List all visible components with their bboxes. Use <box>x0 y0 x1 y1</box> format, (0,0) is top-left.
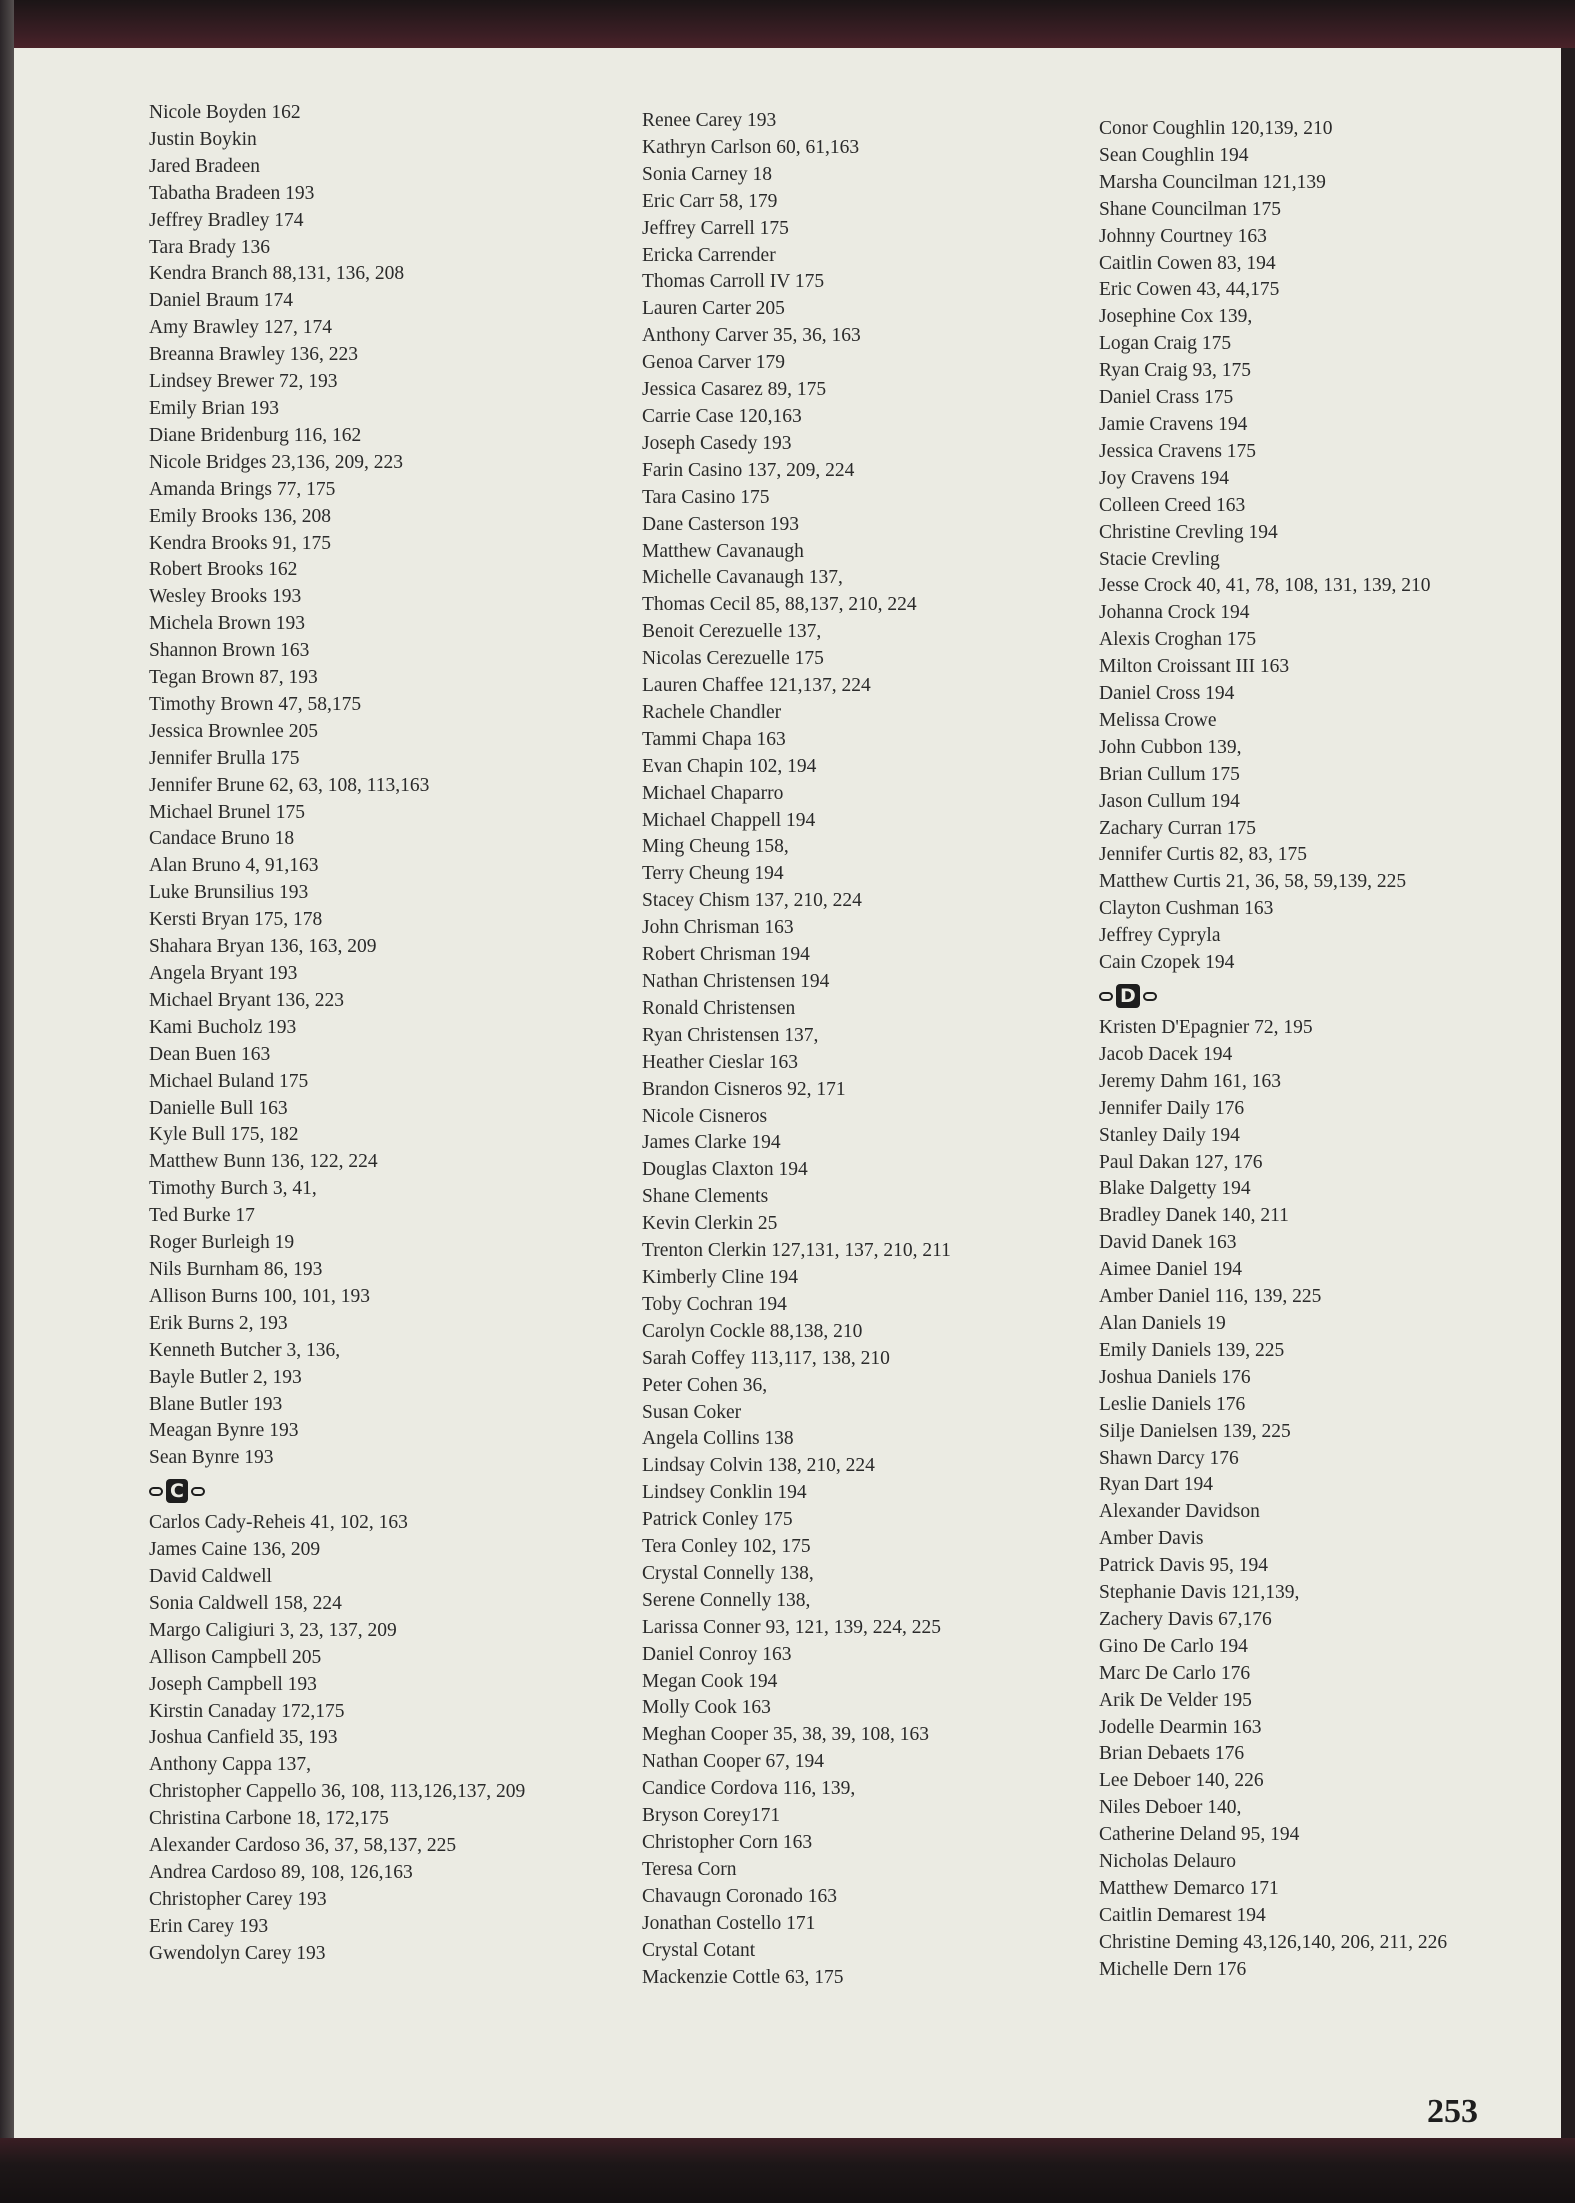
index-entry: Kersti Bryan 175, 178 <box>149 909 323 931</box>
index-entry: Trenton Clerkin 127,131, 137, 210, 211 <box>642 1240 951 1262</box>
index-entry: Chavaugn Coronado 163 <box>642 1885 837 1907</box>
index-entry: Erin Carey 193 <box>149 1915 269 1937</box>
index-entry: Jared Bradeen <box>149 155 260 177</box>
index-entry: Jessica Brownlee 205 <box>149 720 318 742</box>
index-entry: Angela Bryant 193 <box>149 963 298 984</box>
index-entry: Caitlin Cowen 83, 194 <box>1099 252 1276 274</box>
index-entry: Jessica Casarez 89, 175 <box>642 379 827 401</box>
index-entry: Alan Bruno 4, 91,163 <box>149 855 319 877</box>
index-entry: Shawn Darcy 176 <box>1099 1447 1239 1469</box>
index-entry: Toby Cochran 194 <box>642 1293 787 1315</box>
index-entry: Stacey Chism 137, 210, 224 <box>642 890 862 912</box>
index-entry: Matthew Curtis 21, 36, 58, 59,139, 225 <box>1099 871 1407 893</box>
index-entry: Michelle Dern 176 <box>1099 1958 1247 1980</box>
index-entry: Kenneth Butcher 3, 136, <box>149 1339 341 1361</box>
index-entry: Logan Craig 175 <box>1099 333 1232 355</box>
index-entry: Candice Cordova 116, 139, <box>642 1778 856 1800</box>
ornament-right-icon <box>1143 992 1157 1001</box>
index-entry: Josephine Cox 139, <box>1099 306 1253 328</box>
index-entry: Nils Burnham 86, 193 <box>149 1258 323 1280</box>
index-entry: Carolyn Cockle 88,138, 210 <box>642 1320 863 1342</box>
index-entry: Timothy Brown 47, 58,175 <box>149 693 362 715</box>
index-entry: Gino De Carlo 194 <box>1099 1635 1248 1657</box>
index-entry: Renee Carey 193 <box>642 110 777 131</box>
index-entry: Serene Connelly 138, <box>642 1589 811 1611</box>
index-entry: Evan Chapin 102, 194 <box>642 755 817 777</box>
index-entry: Thomas Cecil 85, 88,137, 210, 224 <box>642 594 917 616</box>
index-entry: Tara Brady 136 <box>149 236 271 258</box>
index-entry: Anthony Cappa 137, <box>149 1754 311 1776</box>
index-entry: Lindsey Conklin 194 <box>642 1482 807 1504</box>
index-entry: Daniel Cross 194 <box>1099 683 1235 705</box>
index-entry: Lindsay Colvin 138, 210, 224 <box>642 1455 875 1477</box>
index-entry: Genoa Carver 179 <box>642 352 785 374</box>
index-entry: Jeffrey Bradley 174 <box>149 209 304 231</box>
index-entry: James Clarke 194 <box>642 1132 781 1154</box>
index-entry: Jodelle Dearmin 163 <box>1099 1716 1262 1738</box>
ornament-left-icon <box>1099 992 1113 1001</box>
page-number: 253 <box>1427 2093 1478 2130</box>
index-entry: Jason Cullum 194 <box>1099 790 1240 812</box>
index-entry: Brandon Cisneros 92, 171 <box>642 1078 846 1100</box>
section-letter: C <box>166 1479 188 1503</box>
index-entry: Nicole Cisneros <box>642 1105 768 1127</box>
index-entry: Brian Debaets 176 <box>1099 1743 1245 1765</box>
index-entry: Carlos Cady-Reheis 41, 102, 163 <box>149 1512 408 1534</box>
index-entry: Sean Coughlin 194 <box>1099 144 1249 166</box>
scan-border-top <box>0 0 1575 48</box>
index-entry: Allison Burns 100, 101, 193 <box>149 1285 371 1307</box>
index-entry: John Chrisman 163 <box>642 917 794 939</box>
index-entry: Matthew Cavanaugh <box>642 540 804 562</box>
index-entry: Heather Cieslar 163 <box>642 1051 798 1073</box>
index-entry: Lauren Chaffee 121,137, 224 <box>642 675 871 697</box>
index-entry: Jennifer Daily 176 <box>1099 1097 1245 1119</box>
index-entry: Nicolas Cerezuelle 175 <box>642 648 824 670</box>
index-entry: Caitlin Demarest 194 <box>1099 1904 1266 1926</box>
index-entry: Michael Chappell 194 <box>642 809 816 831</box>
index-entry: Ronald Christensen <box>642 997 796 1019</box>
index-entry: Michelle Cavanaugh 137, <box>642 567 843 589</box>
index-entry: Lauren Carter 205 <box>642 298 785 320</box>
index-entry: Kimberly Cline 194 <box>642 1266 798 1288</box>
index-entry: Jeremy Dahm 161, 163 <box>1099 1070 1281 1092</box>
index-entry: Justin Boykin <box>149 128 257 150</box>
index-entry: Marsha Councilman 121,139 <box>1099 171 1326 193</box>
index-entry: Diane Bridenburg 116, 162 <box>149 424 362 446</box>
index-entry: Kristen D'Epagnier 72, 195 <box>1099 1017 1313 1038</box>
index-entry: Tabatha Bradeen 193 <box>149 182 315 204</box>
index-entry: Meghan Cooper 35, 38, 39, 108, 163 <box>642 1724 930 1746</box>
index-entry: Tegan Brown 87, 193 <box>149 667 318 689</box>
index-entry: Milton Croissant III 163 <box>1099 656 1290 678</box>
index-entry: Brian Cullum 175 <box>1099 763 1240 785</box>
index-entry: Leslie Daniels 176 <box>1099 1393 1246 1415</box>
ornament-right-icon <box>191 1487 205 1496</box>
index-entry: Carrie Case 120,163 <box>642 405 802 427</box>
index-entry: Amber Daniel 116, 139, 225 <box>1099 1286 1322 1308</box>
index-entry: Christopher Cappello 36, 108, 113,126,137, 209 <box>149 1781 526 1803</box>
index-entry: Ted Burke 17 <box>149 1205 255 1227</box>
index-entry: Eric Cowen 43, 44,175 <box>1099 279 1280 301</box>
index-entry: Conor Coughlin 120,139, 210 <box>1099 118 1333 139</box>
index-column-2 <box>642 108 951 1991</box>
index-entry: Tera Conley 102, 175 <box>642 1536 811 1558</box>
index-entry: Kirstin Canaday 172,175 <box>149 1700 345 1722</box>
index-entry: Kyle Bull 175, 182 <box>149 1124 299 1146</box>
index-entry: Alexander Cardoso 36, 37, 58,137, 225 <box>149 1835 457 1857</box>
index-entry: Alexander Davidson <box>1099 1501 1260 1523</box>
index-entry: Jessica Cravens 175 <box>1099 440 1257 462</box>
index-entry: Lindsey Brewer 72, 193 <box>149 371 338 393</box>
index-entry: Joseph Casedy 193 <box>642 432 792 454</box>
index-entry: Sonia Caldwell 158, 224 <box>149 1592 342 1614</box>
index-entry: Blake Dalgetty 194 <box>1099 1178 1251 1200</box>
index-entry: Ryan Dart 194 <box>1099 1474 1214 1496</box>
index-entry: Christine Deming 43,126,140, 206, 211, 226 <box>1099 1931 1448 1953</box>
index-entry: Joy Cravens 194 <box>1099 467 1229 489</box>
section-letter-divider <box>149 1472 525 1510</box>
index-entry: Dean Buen 163 <box>149 1043 271 1065</box>
index-entry: Nicholas Delauro <box>1099 1851 1236 1873</box>
index-entry: Shane Councilman 175 <box>1099 198 1281 220</box>
index-entry: Michela Brown 193 <box>149 613 305 635</box>
index-entry: Silje Danielsen 139, 225 <box>1099 1420 1291 1442</box>
index-entry: Daniel Braum 174 <box>149 290 294 312</box>
index-entry: Shahara Bryan 136, 163, 209 <box>149 936 377 958</box>
index-entry: Christopher Corn 163 <box>642 1832 813 1853</box>
index-entry: Sonia Carney 18 <box>642 163 772 185</box>
index-entry: Jennifer Curtis 82, 83, 175 <box>1099 844 1307 866</box>
index-entry: Alexis Croghan 175 <box>1099 629 1257 651</box>
index-entry: Kendra Branch 88,131, 136, 208 <box>149 263 405 285</box>
index-entry: Alan Daniels 19 <box>1099 1312 1226 1334</box>
index-entry: Candace Bruno 18 <box>149 828 295 850</box>
index-entry: Stanley Daily 194 <box>1099 1124 1240 1146</box>
index-entry: Patrick Davis 95, 194 <box>1099 1555 1268 1577</box>
index-entry: Margo Caligiuri 3, 23, 137, 209 <box>149 1619 397 1641</box>
index-entry: Joseph Campbell 193 <box>149 1673 317 1695</box>
index-entry: David Danek 163 <box>1099 1232 1237 1254</box>
index-entry: Christopher Carey 193 <box>149 1888 327 1910</box>
index-entry: Farin Casino 137, 209, 224 <box>642 459 855 481</box>
index-entry: Jamie Cravens 194 <box>1099 413 1248 435</box>
index-entry: Peter Cohen 36, <box>642 1374 768 1396</box>
index-entry: Nicole Bridges 23,136, 209, 223 <box>149 451 404 473</box>
index-entry: Bayle Butler 2, 193 <box>149 1366 302 1388</box>
index-entry: Douglas Claxton 194 <box>642 1159 808 1181</box>
index-entry: Ryan Christensen 137, <box>642 1024 819 1046</box>
index-entry: Stephanie Davis 121,139, <box>1099 1582 1300 1604</box>
index-entry: Jeffrey Carrell 175 <box>642 217 789 239</box>
ornament-left-icon <box>149 1487 163 1496</box>
index-entry: Susan Coker <box>642 1401 742 1423</box>
index-entry: Megan Cook 194 <box>642 1670 778 1692</box>
index-entry: John Cubbon 139, <box>1099 736 1242 758</box>
index-entry: Molly Cook 163 <box>642 1697 771 1719</box>
index-entry: Benoit Cerezuelle 137, <box>642 621 822 643</box>
index-entry: Paul Dakan 127, 176 <box>1099 1151 1263 1173</box>
index-entry: Ming Cheung 158, <box>642 836 789 858</box>
index-entry: Matthew Bunn 136, 122, 224 <box>149 1151 378 1173</box>
index-entry: Marc De Carlo 176 <box>1099 1662 1251 1684</box>
section-letter: D <box>1116 984 1140 1008</box>
index-entry: Anthony Carver 35, 36, 163 <box>642 325 861 347</box>
index-entry: Niles Deboer 140, <box>1099 1797 1242 1819</box>
index-entry: Jennifer Brune 62, 63, 108, 113,163 <box>149 774 430 796</box>
index-entry: Dane Casterson 193 <box>642 513 800 535</box>
index-entry: Kendra Brooks 91, 175 <box>149 532 331 554</box>
index-entry: Ryan Craig 93, 175 <box>1099 360 1251 382</box>
index-entry: Jacob Dacek 194 <box>1099 1043 1233 1065</box>
index-entry: Michael Chaparro <box>642 782 784 804</box>
index-entry: Jonathan Costello 171 <box>642 1912 816 1934</box>
index-entry: Timothy Burch 3, 41, <box>149 1178 317 1200</box>
index-entry: Erik Burns 2, 193 <box>149 1312 288 1334</box>
index-entry: Matthew Demarco 171 <box>1099 1878 1279 1899</box>
index-entry: Tammi Chapa 163 <box>642 728 786 750</box>
index-entry: Joshua Canfield 35, 193 <box>149 1727 338 1749</box>
index-entry: Nathan Christensen 194 <box>642 971 830 992</box>
index-entry: Sarah Coffey 113,117, 138, 210 <box>642 1347 890 1369</box>
index-entry: Robert Brooks 162 <box>149 559 298 581</box>
index-entry: Robert Chrisman 194 <box>642 944 810 966</box>
index-entry: Jennifer Brulla 175 <box>149 747 300 769</box>
index-entry: Larissa Conner 93, 121, 139, 224, 225 <box>642 1616 941 1638</box>
index-entry: Bradley Danek 140, 211 <box>1099 1205 1289 1227</box>
section-letter-divider <box>1099 977 1447 1015</box>
index-entry: Aimee Daniel 194 <box>1099 1259 1242 1281</box>
index-column-1 <box>149 100 525 1968</box>
index-entry: Roger Burleigh 19 <box>149 1232 295 1254</box>
index-entry: Allison Campbell 205 <box>149 1646 322 1668</box>
index-entry: Stacie Crevling <box>1099 548 1220 570</box>
index-entry: Luke Brunsilius 193 <box>149 882 309 904</box>
index-entry: Amanda Brings 77, 175 <box>149 478 336 500</box>
index-entry: Sean Bynre 193 <box>149 1447 274 1469</box>
index-entry: Kevin Clerkin 25 <box>642 1213 778 1235</box>
index-entry: Jesse Crock 40, 41, 78, 108, 131, 139, 210 <box>1099 575 1431 597</box>
index-entry: Eric Carr 58, 179 <box>642 190 778 212</box>
index-entry: Thomas Carroll IV 175 <box>642 271 825 293</box>
index-entry: Crystal Connelly 138, <box>642 1562 814 1584</box>
index-entry: Lee Deboer 140, 226 <box>1099 1770 1264 1792</box>
index-entry: Blane Butler 193 <box>149 1393 283 1415</box>
index-entry: Angela Collins 138 <box>642 1428 794 1450</box>
index-entry: Daniel Conroy 163 <box>642 1643 792 1665</box>
index-entry: Bryson Corey171 <box>642 1805 781 1827</box>
index-entry: Ericka Carrender <box>642 244 776 266</box>
index-entry: Patrick Conley 175 <box>642 1509 793 1531</box>
index-entry: Nathan Cooper 67, 194 <box>642 1751 824 1773</box>
index-page <box>14 48 1561 2138</box>
index-entry: Joshua Daniels 176 <box>1099 1366 1251 1388</box>
index-entry: Rachele Chandler <box>642 701 782 723</box>
index-column-3 <box>1099 116 1447 1984</box>
index-entry: Emily Daniels 139, 225 <box>1099 1339 1285 1361</box>
index-entry: Arik De Velder 195 <box>1099 1689 1252 1711</box>
index-entry: Johanna Crock 194 <box>1099 602 1250 624</box>
index-entry: Gwendolyn Carey 193 <box>149 1942 326 1964</box>
index-entry: Michael Buland 175 <box>149 1070 309 1092</box>
index-entry: Zachary Curran 175 <box>1099 817 1257 839</box>
index-entry: Christine Crevling 194 <box>1099 521 1278 543</box>
index-entry: Clayton Cushman 163 <box>1099 898 1274 920</box>
index-entry: Amy Brawley 127, 174 <box>149 317 333 339</box>
index-entry: Colleen Creed 163 <box>1099 494 1246 516</box>
index-entry: Crystal Cotant <box>642 1939 756 1961</box>
index-entry: James Caine 136, 209 <box>149 1539 321 1561</box>
index-entry: Emily Brooks 136, 208 <box>149 505 332 527</box>
index-entry: Mackenzie Cottle 63, 175 <box>642 1966 844 1988</box>
index-entry: Breanna Brawley 136, 223 <box>149 344 359 366</box>
index-entry: Wesley Brooks 193 <box>149 586 302 608</box>
index-entry: Kathryn Carlson 60, 61,163 <box>642 136 860 158</box>
scan-border-bottom <box>0 2138 1575 2203</box>
index-entry: Nicole Boyden 162 <box>149 102 301 123</box>
index-entry: Shannon Brown 163 <box>149 640 310 662</box>
index-entry: Emily Brian 193 <box>149 397 279 419</box>
index-entry: Michael Brunel 175 <box>149 801 305 823</box>
scan-border-left <box>0 0 14 2203</box>
index-entry: Shane Clements <box>642 1186 769 1208</box>
index-entry: Michael Bryant 136, 223 <box>149 989 344 1011</box>
index-entry: Melissa Crowe <box>1099 709 1217 731</box>
index-entry: Danielle Bull 163 <box>149 1097 288 1119</box>
index-entry: Amber Davis <box>1099 1528 1204 1550</box>
index-entry: Catherine Deland 95, 194 <box>1099 1824 1300 1846</box>
index-entry: Zachery Davis 67,176 <box>1099 1608 1272 1630</box>
index-entry: Jeffrey Cypryla <box>1099 925 1221 947</box>
index-entry: Johnny Courtney 163 <box>1099 225 1267 247</box>
index-entry: Christina Carbone 18, 172,175 <box>149 1808 389 1830</box>
index-entry: Terry Cheung 194 <box>642 863 784 885</box>
index-entry: Tara Casino 175 <box>642 486 770 508</box>
index-entry: Kami Bucholz 193 <box>149 1016 297 1038</box>
index-entry: Andrea Cardoso 89, 108, 126,163 <box>149 1862 413 1883</box>
index-entry: David Caldwell <box>149 1566 272 1588</box>
index-entry: Meagan Bynre 193 <box>149 1420 299 1442</box>
index-entry: Teresa Corn <box>642 1858 737 1880</box>
index-entry: Daniel Crass 175 <box>1099 387 1234 409</box>
index-entry: Cain Czopek 194 <box>1099 952 1235 974</box>
